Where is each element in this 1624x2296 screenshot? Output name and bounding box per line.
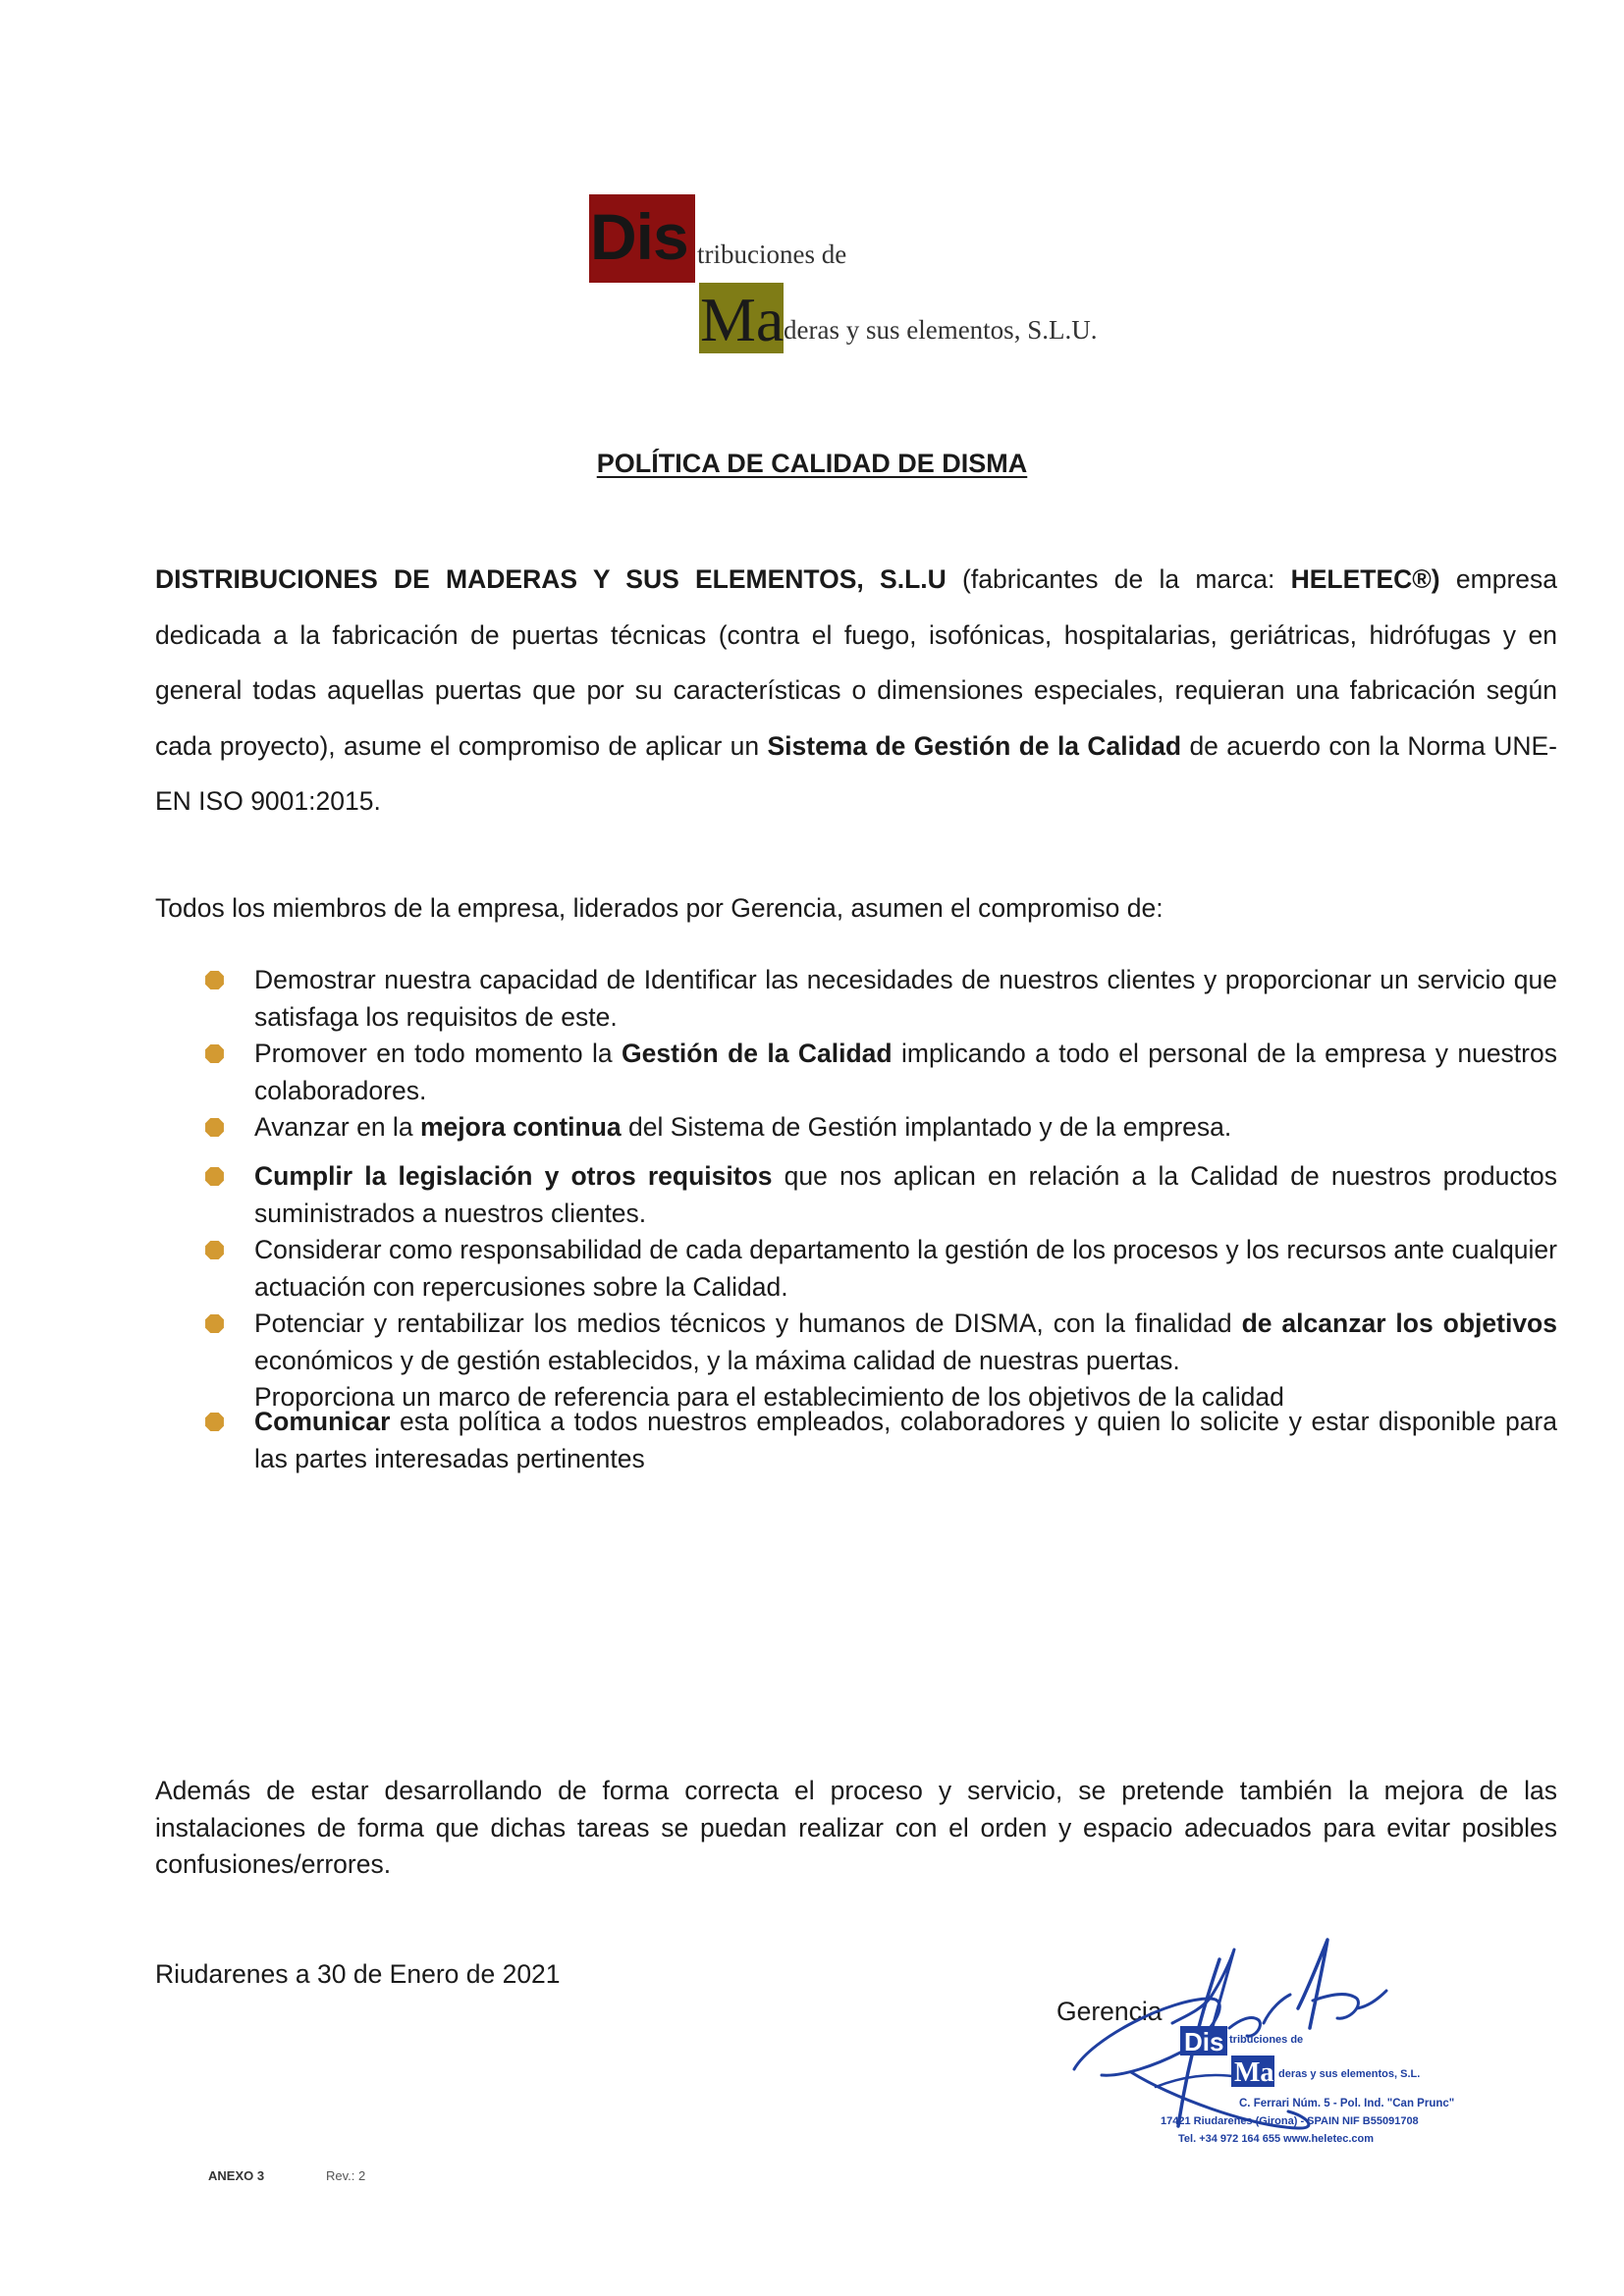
commitment-text [254, 1158, 1557, 1232]
commitment-item [155, 1036, 1557, 1109]
body-text: Potenciar y rentabilizar los medios técnicos y humanos de DISMA, con la finalidad [254, 1308, 1242, 1338]
company-stamp-signature [1062, 1930, 1534, 2195]
emphasis-text: Sistema de Gestión de la Calidad [767, 730, 1182, 761]
body-text: económicos y de gestión establecidos, y la máxima calidad de nuestras puertas. [254, 1345, 1180, 1375]
body-text: empresa dedicada a la fabricación de puertas técnicas (contra el fuego, isofónicas, hospitalarias, geriátricas, hidrófugas y en general todas aquellas puertas que por su características o dimensiones especiales, requieran una fabricación según cada proyecto), asume el compromiso de aplicar un [155, 564, 1557, 761]
bullet-icon [204, 1412, 225, 1432]
annex-label: ANEXO 3 [208, 2168, 265, 2183]
signature-date: Riudarenes a 30 de Enero de 2021 [155, 1959, 561, 1989]
bullet-icon [204, 1043, 225, 1064]
intro-paragraph [155, 552, 1557, 829]
body-text: del Sistema de Gestión implantado y de la empresa. [621, 1112, 1232, 1142]
commitment-text [254, 962, 1557, 1036]
closing-paragraph: Además de estar desarrollando de forma correcta el proceso y servicio, se pretende también la mejora de las instalaciones de forma que dichas tareas se puedan realizar con el orden y espacio adecuados para evitar posibles confusiones/errores. [155, 1776, 1557, 1879]
company-logo [589, 194, 1139, 361]
commitment-text [254, 1232, 1557, 1306]
commitment-item [155, 1158, 1557, 1232]
commitment-text [254, 1036, 1557, 1109]
bullet-icon [204, 1240, 225, 1260]
commitment-item [155, 1306, 1557, 1416]
stamp-signature-graphic [1062, 1930, 1534, 2195]
stamp-dis-rest-text: tribuciones de [1229, 2034, 1304, 2046]
bullet-icon [204, 1166, 225, 1187]
stamp-ma-rest-text: deras y sus elementos, S.L. [1278, 2068, 1421, 2080]
stamp-address-line-1: C. Ferrari Núm. 5 - Pol. Ind. "Can Prunc" [1239, 2098, 1455, 2109]
logo-dis-text: Dis [590, 200, 688, 273]
commitment-lead: Todos los miembros de la empresa, liderados por Gerencia, asumen el compromiso de: [155, 893, 1164, 923]
revision-label: Rev.: 2 [326, 2168, 366, 2183]
body-text: Avanzar en la [254, 1112, 420, 1142]
bullet-icon [204, 1313, 225, 1334]
emphasis-text: HELETEC®) [1290, 564, 1440, 594]
body-text: Considerar como responsabilidad de cada departamento la gestión de los procesos y los recursos ante cualquier actuación con repercusiones sobre la Calidad. [254, 1235, 1557, 1302]
body-text: esta política a todos nuestros empleados, colaboradores y quien lo solicite y estar disponible para las partes interesadas pertinentes [254, 1407, 1557, 1473]
body-text: de acuerdo con la Norma UNE-EN ISO 9001:2015. [155, 730, 1557, 816]
stamp-address-line-2: 17421 Riudarenes (Girona) - SPAIN NIF B55091708 [1161, 2115, 1419, 2127]
signatory-label: Gerencia [1056, 1997, 1163, 2026]
body-text: implicando a todo el personal de la empresa y nuestros colaboradores. [254, 1039, 1557, 1105]
commitment-item [155, 962, 1557, 1036]
commitment-text [254, 1306, 1557, 1416]
stamp-address-line-3: Tel. +34 972 164 655 www.heletec.com [1178, 2133, 1375, 2145]
emphasis-text: de alcanzar los objetivos [1241, 1308, 1557, 1338]
commitment-text [254, 1404, 1557, 1477]
commitment-item [155, 1404, 1557, 1477]
body-text: Demostrar nuestra capacidad de Identificar las necesidades de nuestros clientes y proporcionar un servicio que satisfaga los requisitos de este. [254, 965, 1557, 1032]
body-text: Promover en todo momento la [254, 1039, 623, 1068]
emphasis-text: Comunicar [254, 1407, 391, 1436]
bullet-icon [204, 1117, 225, 1138]
commitment-item [155, 1109, 1557, 1147]
logo-line2-text: deras y sus elementos, S.L.U. [784, 315, 1098, 345]
body-text: Proporciona un marco de referencia para el establecimiento de los objetivos de la calidad [254, 1382, 1284, 1412]
logo-ma-text: Ma [700, 285, 785, 354]
body-text: que nos aplican en relación a la Calidad de nuestros productos suministrados a nuestros clientes. [254, 1161, 1557, 1228]
emphasis-text: mejora continua [419, 1112, 622, 1142]
document-title: POLÍTICA DE CALIDAD DE DISMA [596, 449, 1028, 478]
logo-line1-text: tribuciones de [697, 240, 847, 269]
emphasis-text: DISTRIBUCIONES DE MADERAS Y SUS ELEMENTOS, S.L.U [155, 564, 947, 594]
emphasis-text: Gestión de la Calidad [622, 1039, 893, 1068]
stamp-ma-text: Ma [1234, 2057, 1274, 2088]
stamp-dis-text: Dis [1184, 2027, 1224, 2056]
emphasis-text: Cumplir la legislación y otros requisitos [254, 1161, 773, 1191]
commitment-text [254, 1109, 1557, 1147]
commitment-item [155, 1232, 1557, 1306]
body-text: (fabricantes de la marca: [946, 564, 1291, 594]
bullet-icon [204, 970, 225, 990]
